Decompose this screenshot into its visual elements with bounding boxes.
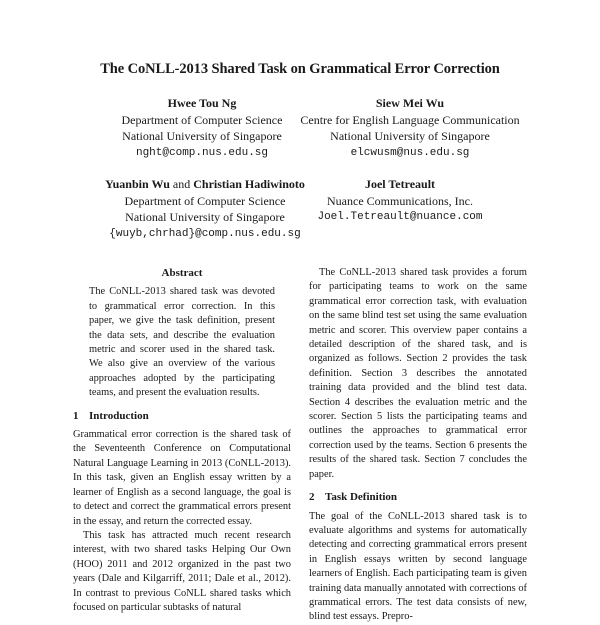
section-title: Introduction xyxy=(89,409,149,422)
author-name: Joel Tetreault xyxy=(364,177,436,191)
left-column xyxy=(73,266,291,615)
right-column xyxy=(309,266,527,625)
section-number: 1 xyxy=(73,409,79,422)
author-name: Christian Hadiwinoto xyxy=(193,177,305,191)
paragraph: The goal of the CoNLL-2013 shared task is to evaluate algorithms and systems for automatically detecting and correcting grammatical errors present in English essays written by second language learners of English. Each participating team is given training data manually annotated with corrections of grammatical errors. The test data consists of new, blind test essays. Prepro- xyxy=(309,510,527,623)
abstract-heading: Abstract xyxy=(161,267,203,279)
author-affiliation: Centre for English Language Communication xyxy=(300,112,520,127)
author-name: Yuanbin Wu xyxy=(105,177,170,191)
author-block-tetreault xyxy=(300,176,500,226)
author-name: Siew Mei Wu xyxy=(375,96,445,110)
paper-title: The CoNLL-2013 Shared Task on Grammatical Error Correction xyxy=(100,61,500,77)
author-affiliation: National University of Singapore xyxy=(125,210,285,224)
paragraph: The CoNLL-2013 shared task provides a forum for participating teams to work on the same grammatical error correction task, with evaluation on the same blind test set using the same evaluation metric and scorer. This overview paper contains a detailed description of the shared task, and is organized as follows. Section 2 provides the task definition. Section 3 describes the annotated training data provided and the blind test data. Section 4 describes the evaluation metric and the scorer. Section 5 lists the participating teams and outlines the approaches to grammatical error correction used by the teams. Section 6 presents the results of the shared task. Section 7 concludes the paper. xyxy=(309,267,527,480)
section-number: 2 xyxy=(309,491,315,504)
section-heading-introduction xyxy=(73,409,291,423)
author-affiliation: National University of Singapore xyxy=(122,129,282,143)
author-email: elcwusm@nus.edu.sg xyxy=(350,146,470,159)
author-affiliation: Department of Computer Science xyxy=(121,112,283,127)
paragraph: This task has attracted much recent research interest, with two shared tasks Helping Our Own (HOO) 2011 and 2012 organized in the past two years (Dale and Kilgarriff, 2011; Dale et al., 2012). In contrast to previous CoNLL shared tasks which focused on particular subtasks of natural xyxy=(73,529,291,613)
author-affiliation: Department of Computer Science xyxy=(124,193,286,208)
author-conjunction: and xyxy=(172,177,191,191)
author-block-wu xyxy=(290,95,530,161)
author-affiliation: National University of Singapore xyxy=(330,129,490,143)
paragraph: Grammatical error correction is the shared task of the Seventeenth Conference on Computational Natural Language Learning in 2013 (CoNLL-2013). In this task, given an English essay written by a learner of English as a second language, the goal is to detect and correct the grammatical errors present in the essay, and return the corrected essay. xyxy=(73,429,291,527)
author-email: {wuyb,chrhad}@comp.nus.edu.sg xyxy=(109,227,301,240)
section-title: Task Definition xyxy=(325,491,398,504)
author-name: Hwee Tou Ng xyxy=(167,96,237,110)
author-block-wu-hadiwinoto xyxy=(90,176,320,242)
author-names xyxy=(90,176,320,193)
author-email: Joel.Tetreault@nuance.com xyxy=(317,211,483,223)
author-affiliation: Nuance Communications, Inc. xyxy=(327,193,473,208)
abstract-text: The CoNLL-2013 shared task was devoted to grammatical error correction. In this paper, we give the task definition, present the data sets, and describe the evaluation metric and scorer used in the shared task. We also give an overview of the various approaches adopted by the participating teams, and present the evaluation results. xyxy=(89,286,275,399)
author-email: nght@comp.nus.edu.sg xyxy=(135,146,269,159)
author-block-ng xyxy=(108,95,296,161)
section-heading-task-definition xyxy=(309,490,527,504)
